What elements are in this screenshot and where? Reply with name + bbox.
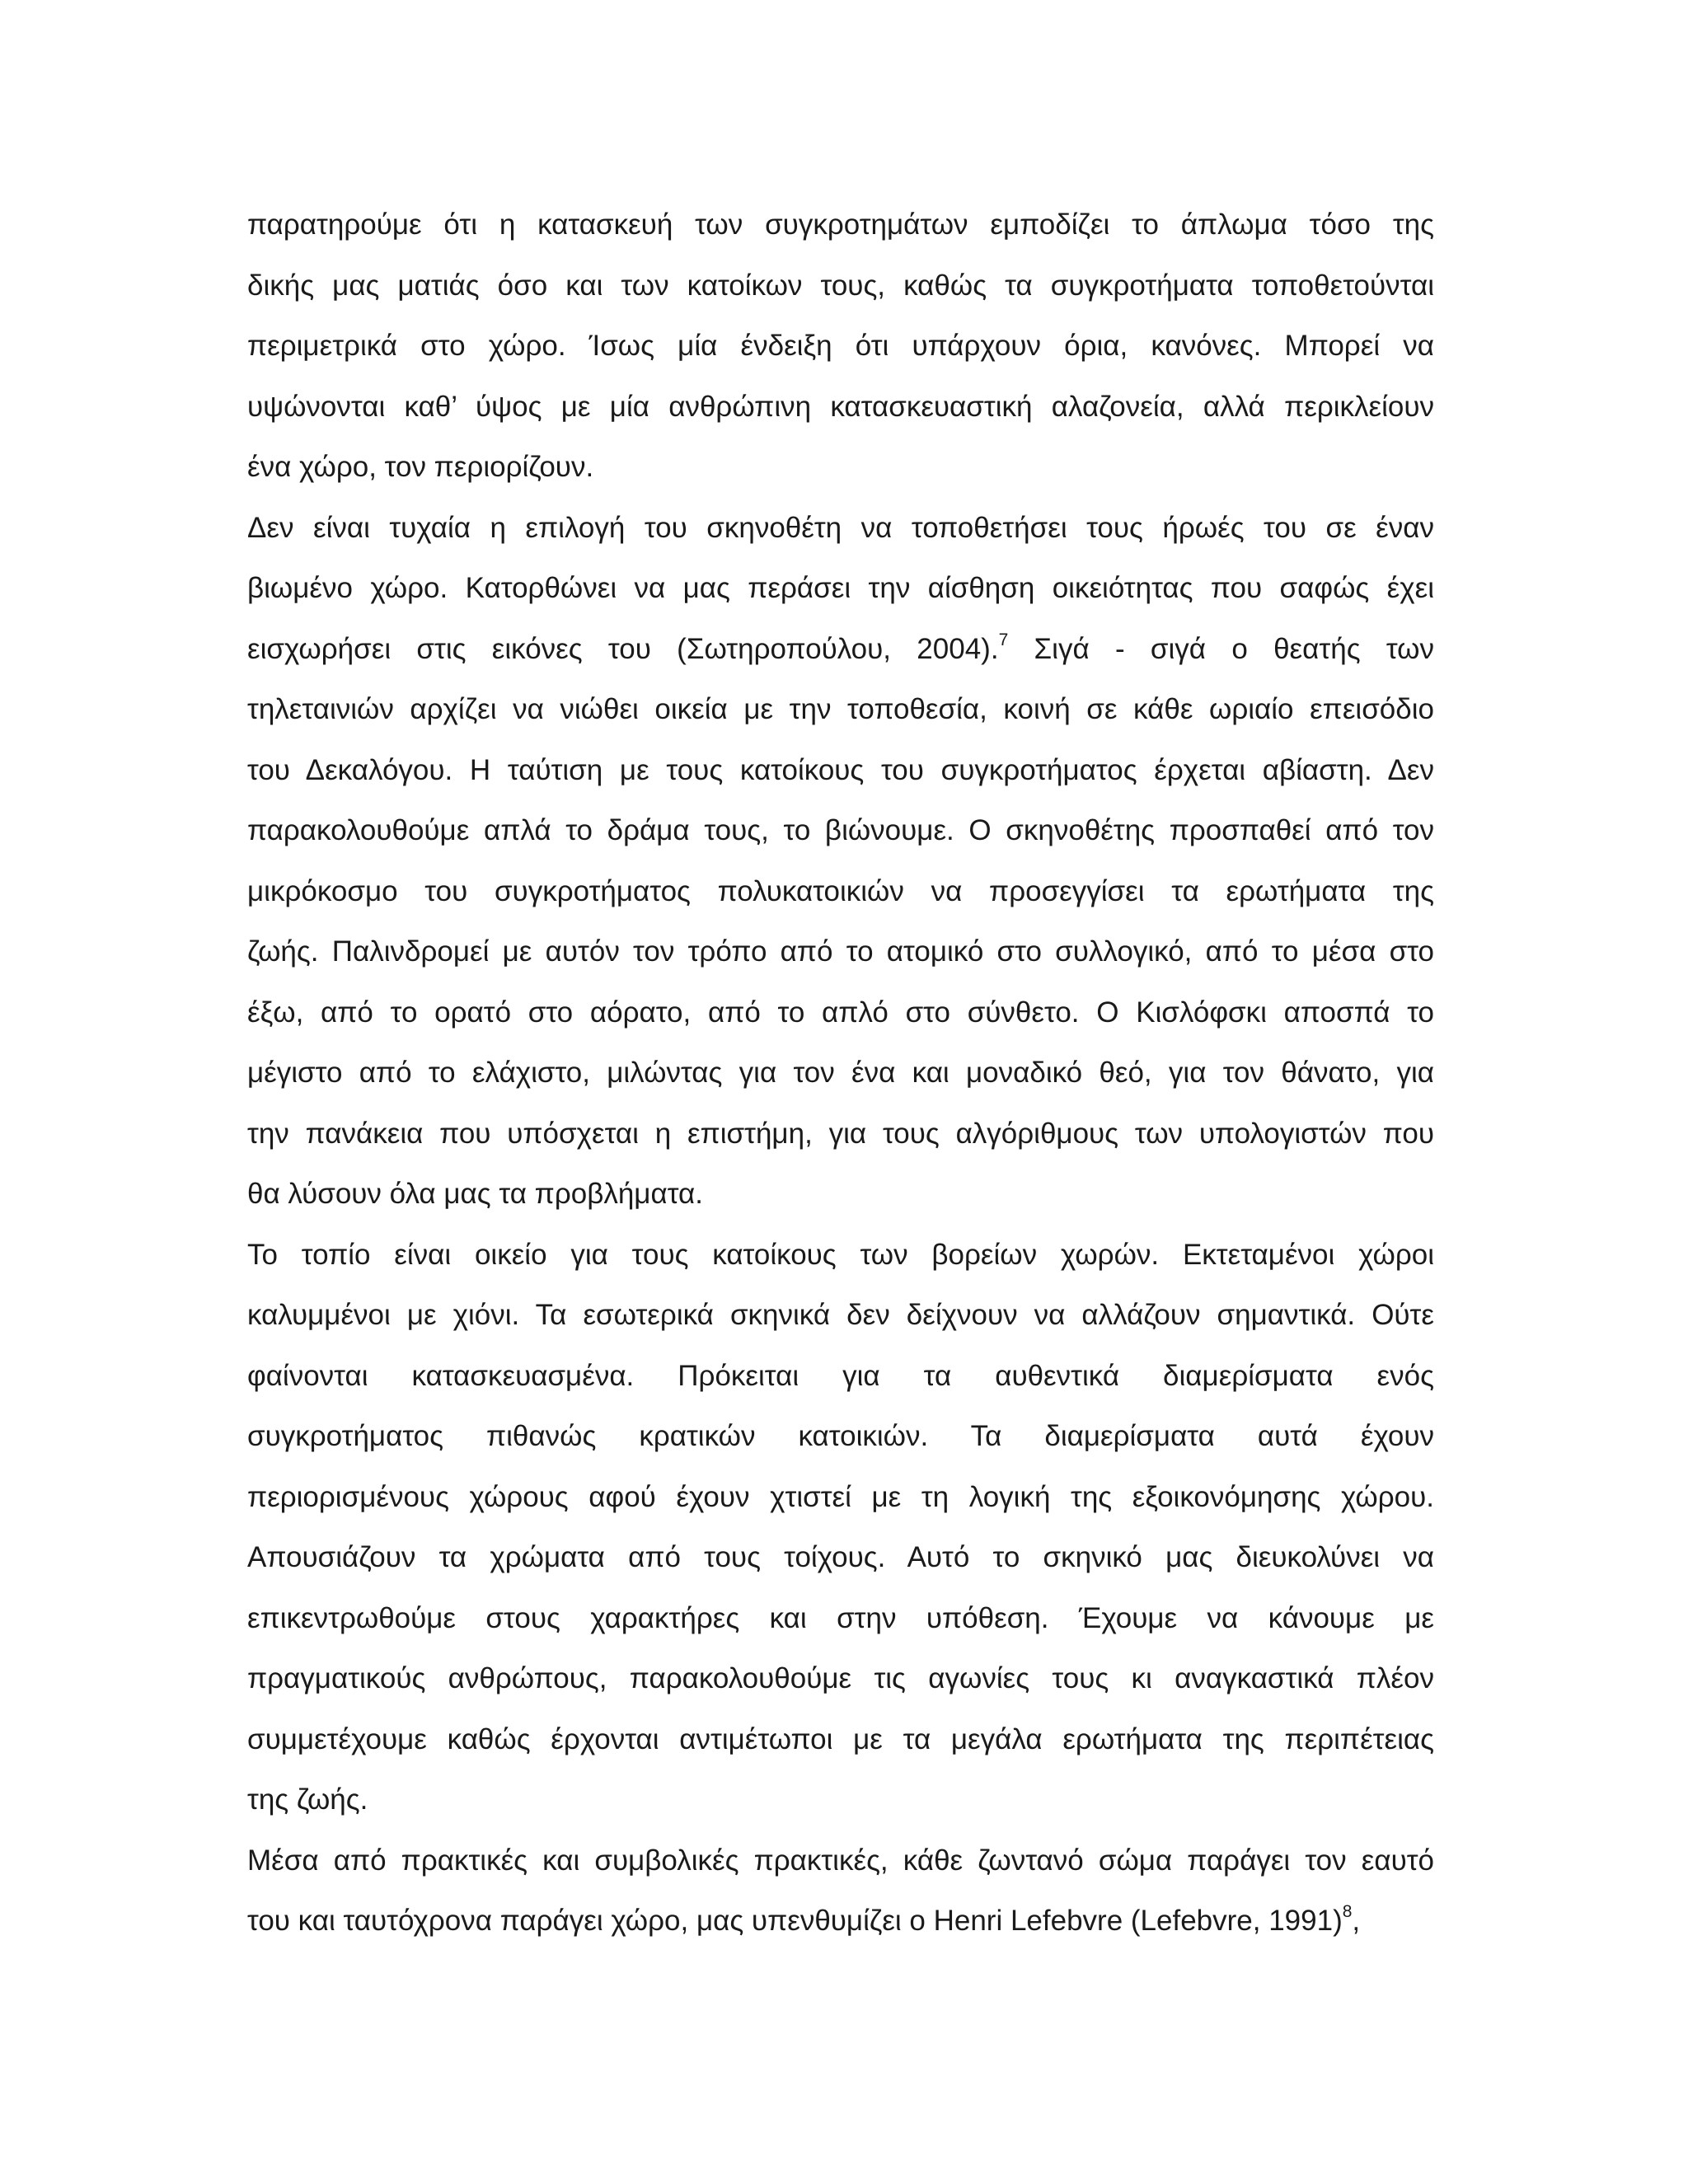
text-line: [247, 619, 1434, 680]
line-text: ένα χώρο, τον περιορίζουν.: [247, 451, 594, 483]
text-line: [247, 1527, 1434, 1588]
body-text: [247, 194, 1434, 1952]
text-line: [247, 1406, 1434, 1467]
line-text: εισχωρήσει στις εικόνες του (Σωτηροπούλου, 2004).: [247, 632, 999, 665]
paragraph: [247, 1830, 1434, 1952]
text-line: [247, 1104, 1434, 1165]
paragraph: [247, 1225, 1434, 1830]
text-line: [247, 679, 1434, 740]
text-line: [247, 1346, 1434, 1407]
line-text: Μέσα από πρακτικές και συμβολικές πρακτικές, κάθε ζωντανό σώμα παράγει τον εαυτό: [247, 1844, 1434, 1877]
line-text: Απουσιάζουν τα χρώματα από τους τοίχους. Αυτό το σκηνικό μας διευκολύνει να: [247, 1541, 1434, 1573]
text-line: [247, 1164, 1434, 1225]
text-line: [247, 377, 1434, 438]
line-text: ζωής. Παλινδρομεί με αυτόν τον τρόπο από το ατομικό στο συλλογικό, από το μέσα στο: [247, 935, 1434, 968]
line-text: παρακολουθούμε απλά το δράμα τους, το βιώνουμε. Ο σκηνοθέτης προσπαθεί από τον: [247, 814, 1434, 846]
line-text: δικής μας ματιάς όσο και των κατοίκων τους, καθώς τα συγκροτήματα τοποθετούνται: [247, 269, 1434, 302]
line-text: μικρόκοσμο του συγκροτήματος πολυκατοικιών να προσεγγίσει τα ερωτήματα της: [247, 874, 1434, 907]
text-line: [247, 1043, 1434, 1104]
line-text-after: ,: [1352, 1905, 1361, 1937]
text-line: [247, 1769, 1434, 1830]
text-line: [247, 861, 1434, 922]
line-text: μέγιστο από το ελάχιστο, μιλώντας για τον ένα και μοναδικό θεό, για τον θάνατο, για: [247, 1057, 1434, 1089]
line-text: τηλεταινιών αρχίζει να νιώθει οικεία με την τοποθεσία, κοινή σε κάθε ωριαίο επεισόδιο: [247, 693, 1434, 725]
line-text-after: Σιγά - σιγά ο θεατής των: [1008, 632, 1434, 665]
text-line: [247, 437, 1434, 498]
line-text: φαίνονται κατασκευασμένα. Πρόκειται για τα αυθεντικά διαμερίσματα ενός: [247, 1359, 1434, 1392]
footnote-reference: 8: [1342, 1902, 1353, 1921]
footnote-reference: 7: [998, 630, 1009, 649]
text-line: [247, 1467, 1434, 1528]
text-line: [247, 1225, 1434, 1286]
line-text: Δεν είναι τυχαία η επιλογή του σκηνοθέτη να τοποθετήσει τους ήρωές του σε έναν: [247, 511, 1434, 544]
text-line: [247, 740, 1434, 801]
text-line: [247, 1285, 1434, 1346]
line-text: πραγματικούς ανθρώπους, παρακολουθούμε τις αγωνίες τους κι αναγκαστικά πλέον: [247, 1662, 1434, 1694]
document-page: [247, 194, 1434, 1952]
line-text: θα λύσουν όλα μας τα προβλήματα.: [247, 1178, 703, 1210]
line-text: της ζωής.: [247, 1783, 368, 1816]
line-text: έξω, από το ορατό στο αόρατο, από το απλό στο σύνθετο. Ο Κισλόφσκι αποσπά το: [247, 996, 1434, 1029]
line-text: βιωμένο χώρο. Κατορθώνει να μας περάσει την αίσθηση οικειότητας που σαφώς έχει: [247, 572, 1434, 604]
paragraph: [247, 194, 1434, 498]
line-text: του Δεκαλόγου. Η ταύτιση με τους κατοίκους του συγκροτήματος έρχεται αβίαστη. Δεν: [247, 753, 1434, 786]
text-line: [247, 800, 1434, 861]
line-text: περιορισμένους χώρους αφού έχουν χτιστεί με τη λογική της εξοικονόμησης χώρου.: [247, 1480, 1434, 1513]
line-text: του και ταυτόχρονα παράγει χώρο, μας υπενθυμίζει ο Henri Lefebvre (Lefebvre, 1991): [247, 1905, 1343, 1937]
line-text: καλυμμένοι με χιόνι. Τα εσωτερικά σκηνικά δεν δείχνουν να αλλάζουν σημαντικά. Ούτε: [247, 1299, 1434, 1331]
text-line: [247, 316, 1434, 377]
text-line: [247, 1830, 1434, 1891]
text-line: [247, 255, 1434, 316]
text-line: [247, 1709, 1434, 1770]
line-text: υψώνονται καθ’ ύψος με μία ανθρώπινη κατασκευαστική αλαζονεία, αλλά περικλείουν: [247, 390, 1434, 423]
text-line: [247, 558, 1434, 619]
text-line: [247, 1588, 1434, 1649]
line-text: Το τοπίο είναι οικείο για τους κατοίκους των βορείων χωρών. Εκτεταμένοι χώροι: [247, 1238, 1434, 1271]
paragraph: [247, 498, 1434, 1225]
text-line: [247, 1891, 1434, 1952]
line-text: συγκροτήματος πιθανώς κρατικών κατοικιών. Τα διαμερίσματα αυτά έχουν: [247, 1420, 1434, 1452]
text-line: [247, 194, 1434, 255]
text-line: [247, 498, 1434, 559]
line-text: την πανάκεια που υπόσχεται η επιστήμη, για τους αλγόριθμους των υπολογιστών που: [247, 1117, 1434, 1150]
text-line: [247, 982, 1434, 1043]
text-line: [247, 1648, 1434, 1709]
line-text: συμμετέχουμε καθώς έρχονται αντιμέτωποι με τα μεγάλα ερωτήματα της περιπέτειας: [247, 1722, 1434, 1755]
text-line: [247, 921, 1434, 982]
line-text: παρατηρούμε ότι η κατασκευή των συγκροτημάτων εμποδίζει το άπλωμα τόσο της: [247, 209, 1434, 241]
line-text: περιμετρικά στο χώρο. Ίσως μία ένδειξη ότι υπάρχουν όρια, κανόνες. Μπορεί να: [247, 330, 1434, 362]
line-text: επικεντρωθούμε στους χαρακτήρες και στην υπόθεση. Έχουμε να κάνουμε με: [247, 1601, 1434, 1634]
